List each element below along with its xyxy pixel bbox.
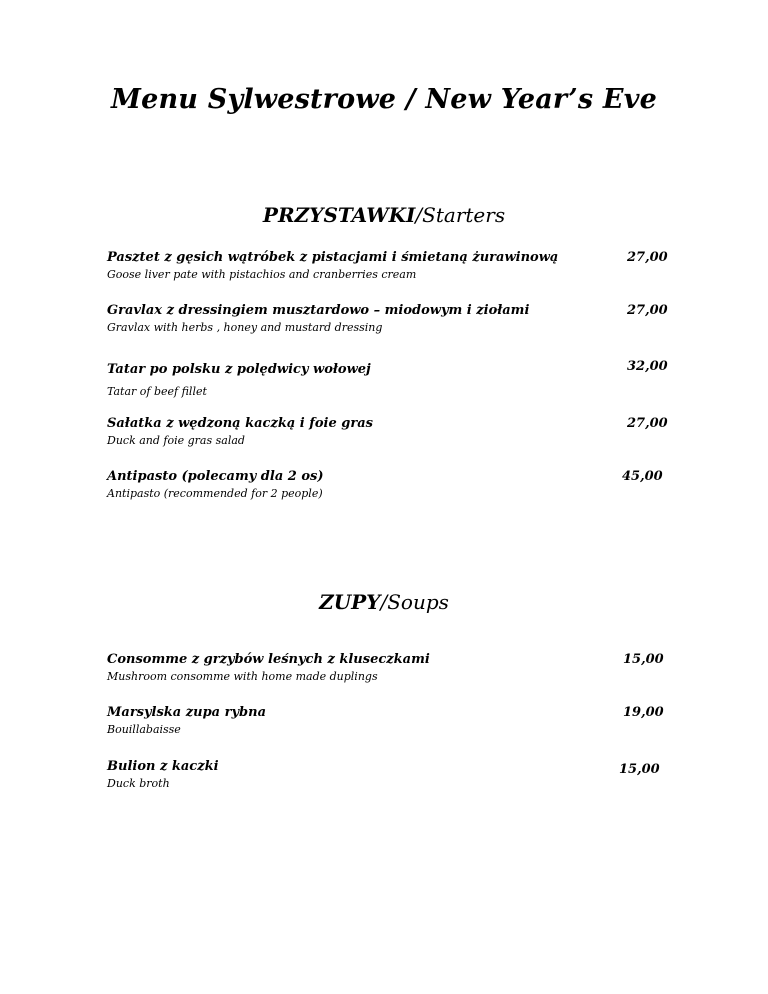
- menu-item: [107, 652, 667, 684]
- item-price: 27,00: [627, 250, 668, 265]
- item-name: Marsylska zupa rybna: [107, 705, 266, 720]
- item-description: Bouillabaisse: [107, 723, 181, 736]
- section-heading-pl: PRZYSTAWKI: [262, 203, 416, 227]
- item-price: 32,00: [627, 359, 668, 374]
- item-name: Tatar po polsku z polędwicy wołowej: [107, 362, 371, 377]
- item-description: Duck broth: [107, 777, 170, 790]
- item-price: 45,00: [622, 469, 663, 484]
- item-description: Mushroom consomme with home made duplings: [107, 670, 378, 683]
- item-name: Consomme z grzybów leśnych z kluseczkami: [107, 652, 430, 667]
- item-description: Gravlax with herbs , honey and mustard dressing: [107, 321, 383, 334]
- item-price: 27,00: [627, 303, 668, 318]
- item-description: Duck and foie gras salad: [107, 434, 245, 447]
- menu-item: [107, 416, 667, 448]
- menu-item: [107, 362, 667, 399]
- item-price: 19,00: [623, 705, 664, 720]
- menu-item: [107, 303, 667, 335]
- item-description: Tatar of beef fillet: [107, 385, 207, 398]
- item-price: 15,00: [623, 652, 664, 667]
- section-heading-starters: [0, 203, 768, 227]
- item-description: Antipasto (recommended for 2 people): [107, 487, 323, 500]
- section-heading-separator: /: [415, 203, 423, 227]
- item-price: 27,00: [627, 416, 668, 431]
- item-price: 15,00: [619, 762, 660, 777]
- item-name: Gravlax z dressingiem musztardowo – miodowym i ziołami: [107, 303, 530, 318]
- section-heading-en: Starters: [422, 203, 506, 227]
- item-name: Sałatka z wędzoną kaczką i foie gras: [107, 416, 373, 431]
- section-heading-en: Soups: [387, 590, 449, 614]
- page-title: Menu Sylwestrowe / New Year’s Eve: [111, 84, 657, 115]
- item-description: Goose liver pate with pistachios and cranberries cream: [107, 268, 417, 281]
- section-heading-separator: /: [380, 590, 388, 614]
- item-name: Bulion z kaczki: [107, 759, 219, 774]
- menu-item: [107, 759, 667, 791]
- menu-item: [107, 469, 667, 501]
- item-name: Antipasto (polecamy dla 2 os): [107, 469, 324, 484]
- menu-item: [107, 250, 667, 282]
- section-heading-pl: ZUPY: [319, 590, 381, 614]
- menu-item: [107, 705, 667, 737]
- section-heading-soups: [0, 590, 768, 614]
- item-name: Pasztet z gęsich wątróbek z pistacjami i śmietaną żurawinową: [107, 250, 559, 265]
